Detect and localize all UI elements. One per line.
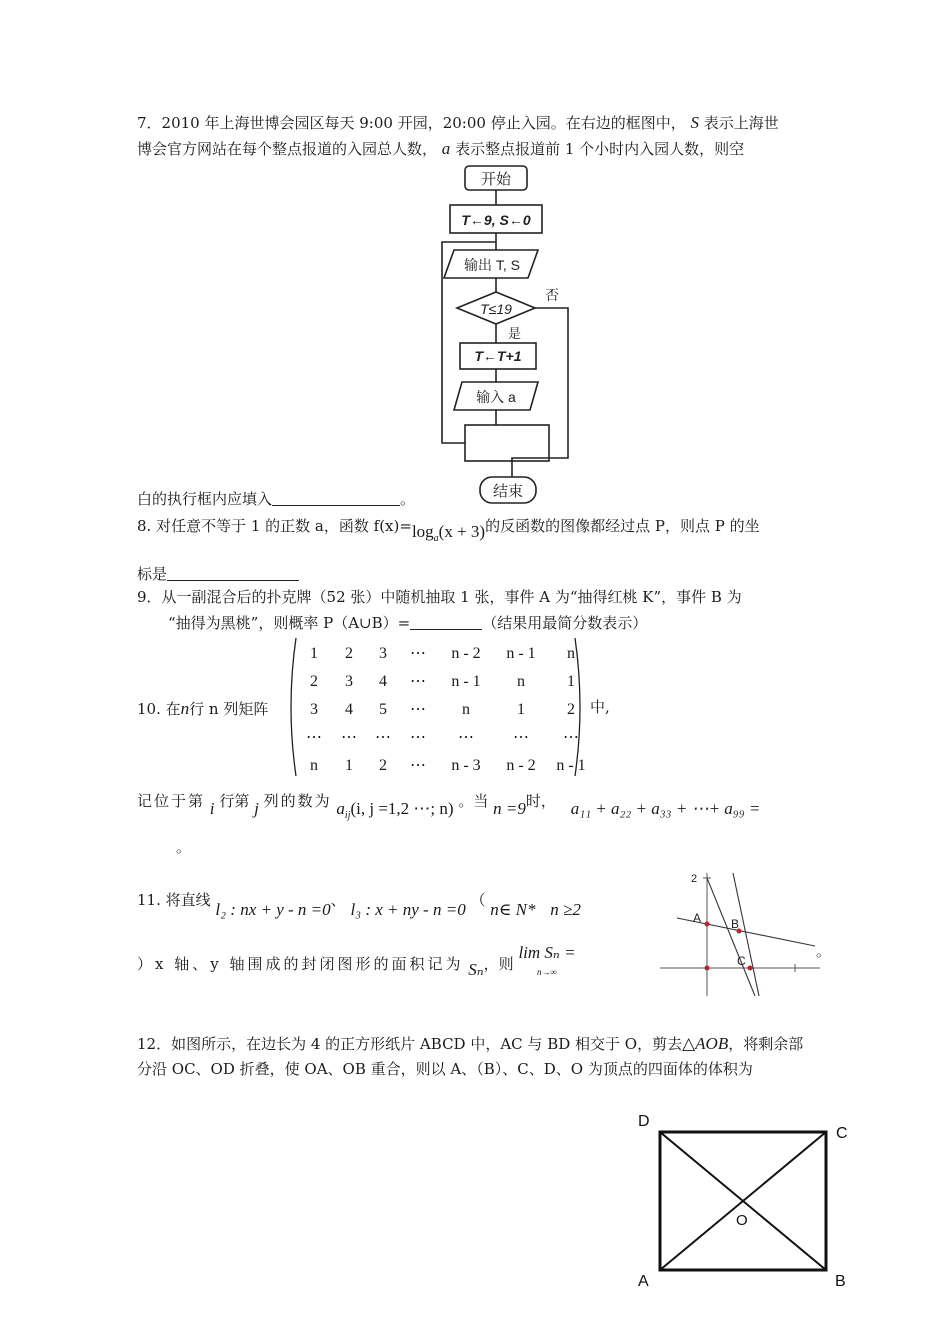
matrix-cell: n - 3 — [451, 757, 481, 774]
graph-label-B: B — [731, 917, 740, 931]
matrix-row — [296, 696, 596, 724]
matrix-cell: 2 — [379, 757, 387, 774]
flow-init-text: T←9, S←0 — [461, 212, 531, 228]
q10-suffix: 中, — [590, 698, 610, 716]
q9-line2: “抽得为黑桃”，则概率 P（A∪B）= （结果用最简分数表示） — [168, 614, 648, 632]
matrix-cell: ⋯ — [458, 729, 474, 746]
matrix-cell: 4 — [379, 673, 387, 690]
label-D: D — [638, 1113, 650, 1130]
matrix-cell: ⋯ — [513, 729, 529, 746]
label-A: A — [638, 1273, 649, 1290]
q11-line2: ）x 轴、y 轴围成的封闭图形的面积记为 Sₙ，则 lim Sₙ = n→∞ — [137, 943, 576, 979]
flow-yes-label: 是 — [508, 326, 522, 341]
flow-no-label: 否 — [545, 287, 559, 303]
q9-line1: 9．从一副混合后的扑克牌（52 张）中随机抽取 1 张，事件 A 为“抽得红桃 K”，事件 B 为 — [137, 588, 742, 606]
matrix-cell: 5 — [379, 701, 387, 718]
graph-tick-2: 2 — [691, 873, 698, 885]
matrix-cell: 3 — [379, 645, 387, 662]
matrix-cell: ⋯ — [341, 729, 357, 746]
sum-expression: a₁₁ + a₂₂ + a₃₃ + ⋯+ a₉₉ = — [570, 799, 761, 818]
q9-answer-blank[interactable] — [410, 615, 482, 630]
q7-line1: 7．2010 年上海世博会园区每天 9:00 开园，20:00 停止入园。在右边的框图中， S 表示上海世 — [137, 113, 779, 132]
q7-line2: 博会官方网站在每个整点报道的入园总人数， a 表示整点报道前 1 个小时内入园人数，则空 — [137, 139, 745, 158]
var-a: a — [441, 139, 451, 158]
log-expression: $\log_a(x + 3)$ — [411, 522, 486, 544]
matrix — [296, 640, 596, 780]
q12-square-figure — [630, 1108, 860, 1293]
flow-condition-text: T≤19 — [480, 301, 512, 317]
matrix-cell: 2 — [567, 701, 575, 718]
flowchart — [420, 160, 590, 510]
point-origin — [705, 966, 710, 971]
flow-input-text: 输入 a — [476, 389, 516, 405]
line-l2: l₂ : nx + y - n =0 — [215, 900, 331, 919]
matrix-cell: n — [517, 673, 525, 690]
label-B: B — [835, 1273, 846, 1290]
matrix-row — [296, 640, 596, 668]
matrix-row — [296, 752, 596, 780]
q7-line3: 白的执行框内应填入 。 — [137, 490, 416, 508]
matrix-cell: 3 — [310, 701, 318, 718]
matrix-cell: 2 — [310, 673, 318, 690]
matrix-row — [296, 724, 596, 752]
flow-blank-box — [465, 425, 549, 461]
matrix-cell: ⋯ — [563, 729, 579, 746]
matrix-cell: n — [567, 645, 575, 662]
matrix-cell: 2 — [345, 645, 353, 662]
q12-line1: 12．如图所示，在边长为 4 的正方形纸片 ABCD 中，AC 与 BD 相交于 O，剪去△AOB，将剩余部 — [137, 1034, 804, 1053]
matrix-cell: n - 2 — [506, 757, 536, 774]
matrix-cell: 1 — [310, 645, 318, 662]
q10-line2: 记位于第 i 行第 j 列的数为 $a_{ij}(i$, j =1,2 ⋯; n) 。当 n =9时， a₁₁ + a₂₂ + a₃₃ + ⋯+ a₉₉ = — [137, 792, 761, 821]
matrix-cell: n - 1 — [506, 645, 536, 662]
matrix-cell: 1 — [517, 701, 525, 718]
matrix-cell: 4 — [345, 701, 353, 718]
graph-label-C: C — [737, 954, 746, 968]
q10-end-mark: 。 — [176, 838, 192, 856]
flow-start-text: 开始 — [480, 171, 512, 188]
q10-intro: 10. 在n行 n 列矩阵 — [137, 699, 269, 718]
matrix-cell: ⋯ — [306, 729, 322, 746]
line-l3: l₃ : x + ny - n =0 — [350, 900, 466, 919]
q8-answer-blank[interactable] — [167, 566, 299, 581]
flow-output-text: 输出 T, S — [463, 257, 521, 273]
matrix-cell: n - 1 — [451, 673, 481, 690]
aij-expression: $a_{ij}(i$, j =1,2 ⋯; n) — [336, 799, 454, 821]
q12-line2: 分沿 OC、OD 折叠，使 OA、OB 重合，则以 A、（B）、C、D、O 为顶点的四面体的体积为 — [137, 1060, 753, 1078]
label-O: O — [736, 1212, 748, 1229]
label-C: C — [836, 1125, 848, 1142]
point-C — [748, 966, 753, 971]
matrix-cell: ⋯ — [410, 673, 426, 690]
matrix-cell: n — [462, 701, 470, 718]
matrix-cell: 1 — [567, 673, 575, 690]
matrix-row — [296, 668, 596, 696]
q11-line1: 11. 将直线 l₂ : nx + y - n =0、 l₃ : x + ny - n =0 （ n∈ N* n ≥2 — [137, 891, 581, 919]
matrix-cell: n - 1 — [556, 757, 586, 774]
limit-expression: lim Sₙ = n→∞ — [518, 943, 576, 977]
q11-graph — [655, 868, 825, 998]
q7-answer-blank[interactable] — [272, 491, 400, 506]
matrix-cell: 1 — [345, 757, 353, 774]
matrix-cell: ⋯ — [375, 729, 391, 746]
matrix-cell: ⋯ — [410, 701, 426, 718]
matrix-cell: ⋯ — [410, 757, 426, 774]
q8-line1: 8. 对任意不等于 1 的正数 a，函数 $f(x)=\log_a(x + 3)$的反函数的图像都经过点 P，则点 P 的坐 — [137, 517, 760, 544]
var-S: S — [690, 113, 699, 132]
triangle-AOB: △AOB — [682, 1034, 729, 1053]
matrix-cell: 3 — [345, 673, 353, 690]
matrix-cell: ⋯ — [410, 645, 426, 662]
matrix-cell: ⋯ — [410, 729, 426, 746]
flow-increment-text: T←T+1 — [474, 348, 522, 364]
graph-label-A: A — [693, 911, 702, 925]
q8-line2: 标是 — [137, 566, 299, 582]
flow-end-text: 结束 — [492, 483, 524, 500]
point-A — [705, 922, 710, 927]
q11-end-mark: 。 — [816, 942, 832, 960]
matrix-right-paren — [572, 636, 588, 778]
matrix-cell: n — [310, 757, 318, 774]
matrix-cell: n - 2 — [451, 645, 481, 662]
